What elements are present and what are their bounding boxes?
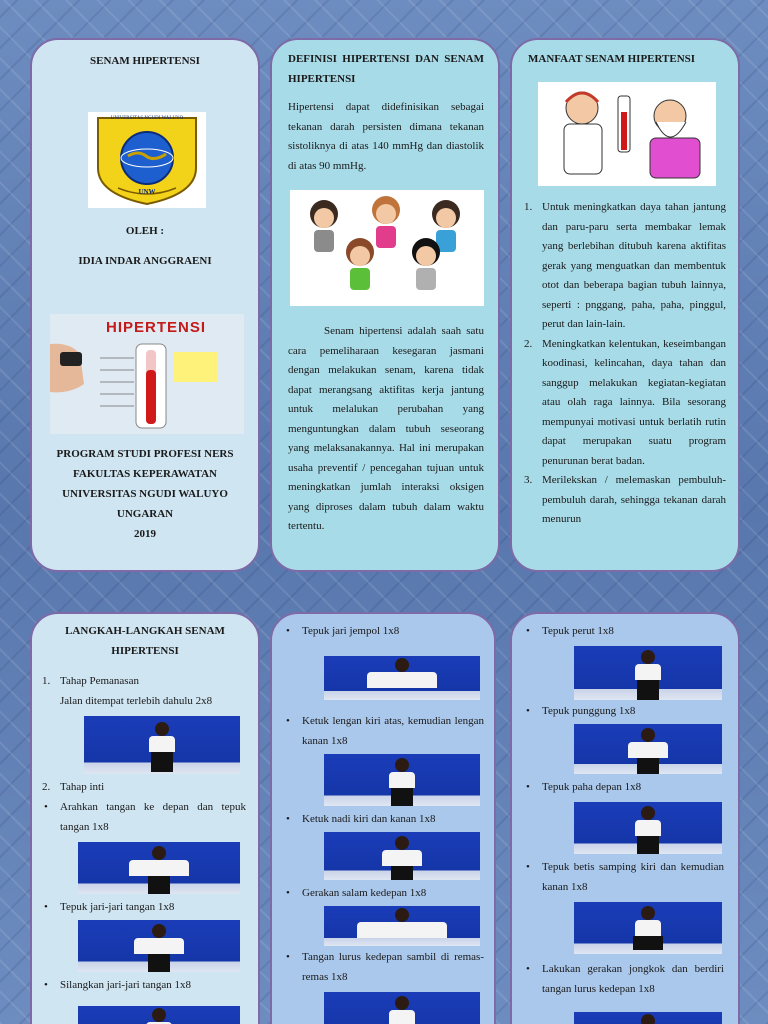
- exercise-photo: [78, 920, 240, 972]
- definition-title: DEFINISI HIPERTENSI DAN SENAM HIPERTENSI: [288, 53, 484, 85]
- org-line: UNIVERSITAS NGUDI WALUYO: [62, 488, 228, 500]
- core-bullets: [284, 712, 484, 751]
- core-bullets: [284, 884, 484, 904]
- hypertension-poster: [50, 314, 244, 434]
- exercise-photo: [324, 906, 480, 946]
- list-item: • Tepuk jari jempol 1x8: [284, 622, 484, 642]
- exercise-photo: [574, 724, 722, 774]
- kids-exercise-illustration: [290, 190, 484, 306]
- author-name: IDIA INDAR ANGGRAENI: [78, 255, 212, 267]
- panel-steps: [30, 612, 260, 1024]
- step-warmup: 1. Tahap Pemanasan: [42, 675, 139, 687]
- list-item: • Tangan lurus kedepan sambil di remas-remas 1x8: [284, 948, 484, 987]
- by-label: OLEH :: [125, 225, 165, 237]
- list-item: • Ketuk lengan kiri atas, kemudian lengan kanan 1x8: [284, 712, 484, 751]
- panel-definition: [270, 38, 500, 572]
- list-item: • Lakukan gerakan jongkok dan berdiri tangan lurus kedepan 1x8: [524, 960, 724, 999]
- list-item: • Silangkan jari-jari tangan 1x8: [42, 976, 246, 996]
- step-core: 2. Tahap inti: [42, 781, 105, 793]
- core-bullets: [284, 810, 484, 830]
- logo-text: UNIVERSITAS NGUDI WALUYO: [110, 116, 184, 121]
- blood-pressure-icon: [50, 314, 244, 434]
- panel-steps-final: [510, 612, 740, 1024]
- list-item: • Arahkan tangan ke depan dan tepuk tangan 1x8: [42, 798, 246, 837]
- org-line: FAKULTAS KEPERAWATAN: [73, 468, 217, 480]
- panel-cover: [30, 38, 260, 572]
- org-line: UNGARAN: [116, 508, 174, 520]
- core-bullets: [524, 778, 724, 798]
- cover-title: SENAM HIPERTENSI: [90, 55, 200, 67]
- panel-benefits: [510, 38, 740, 572]
- organization-block: [32, 444, 258, 544]
- poster-title: HIPERTENSI: [106, 319, 207, 336]
- exercise-photo: [324, 754, 480, 806]
- exercise-photo: [78, 842, 240, 894]
- step-warmup-detail: Jalan ditempat terlebih dahulu 2x8: [60, 695, 213, 707]
- university-logo: [88, 112, 206, 208]
- doctor-patient-illustration: [538, 82, 716, 186]
- core-bullets: [284, 622, 484, 642]
- exercise-photo: [78, 1006, 240, 1024]
- exercise-photo: [84, 716, 240, 774]
- exercise-photo: [574, 802, 722, 854]
- benefits-list: [524, 198, 726, 530]
- definition-paragraph: Hipertensi dapat didefinisikan sebagai tekanan darah persisten dimana tekanan sistoliknya di atas 140 mmHg dan diastolik di atas 90 mmHg.: [288, 101, 484, 172]
- exercise-paragraph: Senam hipertensi adalah saah satu cara pemeliharaan kesegaran jasmani dengan melakukan senam, karena tidak dapat merangsang aktifitas kerja jantung untuk melalukan perubahan yang menguntungkan dalam tubuh seseorang yang melaksanakannya. Hal ini merupakan usaha preventif / pencegahan tujuan untuk meningkatkan jumlah interaksi oksigen yang diproses dalam tubuh dalam waktu tertentu.: [288, 325, 484, 532]
- list-item: 3. Merilekskan / melemaskan pembuluh-pembuluh darah, sehingga tekanan darah menurun: [524, 474, 726, 525]
- logo-abbrev: UNW: [138, 188, 156, 196]
- exercise-photo: [574, 646, 722, 700]
- list-item: • Tepuk paha depan 1x8: [524, 778, 724, 798]
- exercise-photo: [324, 656, 480, 700]
- benefits-title: MANFAAT SENAM HIPERTENSI: [528, 53, 696, 65]
- exercise-photo: [324, 992, 480, 1024]
- list-item: 1. Untuk meningkatkan daya tahan jantung dan paru-paru serta membakar lemak yang berlebihan ditubuh karena aktifitas gerak yang menguatkan dan membentuk otot dan beberapa bagian tubuh lainnya, seperti : pnggang, paha, paha, pinggul, perut dan lain-lain.: [524, 201, 726, 330]
- list-item: • Tepuk betis samping kiri dan kemudian kanan 1x8: [524, 858, 724, 897]
- core-bullets: [42, 798, 246, 837]
- core-bullets: [42, 976, 246, 996]
- org-line: PROGRAM STUDI PROFESI NERS: [56, 448, 234, 460]
- org-line: 2019: [134, 528, 156, 540]
- list-item: • Ketuk nadi kiri dan kanan 1x8: [284, 810, 484, 830]
- core-bullets: [42, 898, 246, 918]
- list-item: • Tepuk jari-jari tangan 1x8: [42, 898, 246, 918]
- core-bullets: [524, 960, 724, 999]
- list-item: • Gerakan salam kedepan 1x8: [284, 884, 484, 904]
- core-bullets: [284, 948, 484, 987]
- core-bullets: [524, 702, 724, 722]
- exercise-photo: [574, 1012, 722, 1024]
- panel-steps-continued: [270, 612, 496, 1024]
- exercise-photo: [324, 832, 480, 880]
- core-bullets: [524, 858, 724, 897]
- list-item: • Tepuk punggung 1x8: [524, 702, 724, 722]
- list-item: • Tepuk perut 1x8: [524, 622, 724, 642]
- list-item: 2. Meningkatkan kelentukan, keseimbangan koodinasi, kelincahan, daya tahan dan sanggup melakukan kegiatan-kegiatan atau olah raga lainnya. Bila sesorang mempunyai motivasi untuk berlatih rutin dapat merupakan suatu program penurunan berat badan.: [524, 337, 726, 467]
- core-bullets: [524, 622, 724, 642]
- exercise-photo: [574, 902, 722, 954]
- steps-title: LANGKAH-LANGKAH SENAM HIPERTENSI: [65, 625, 225, 657]
